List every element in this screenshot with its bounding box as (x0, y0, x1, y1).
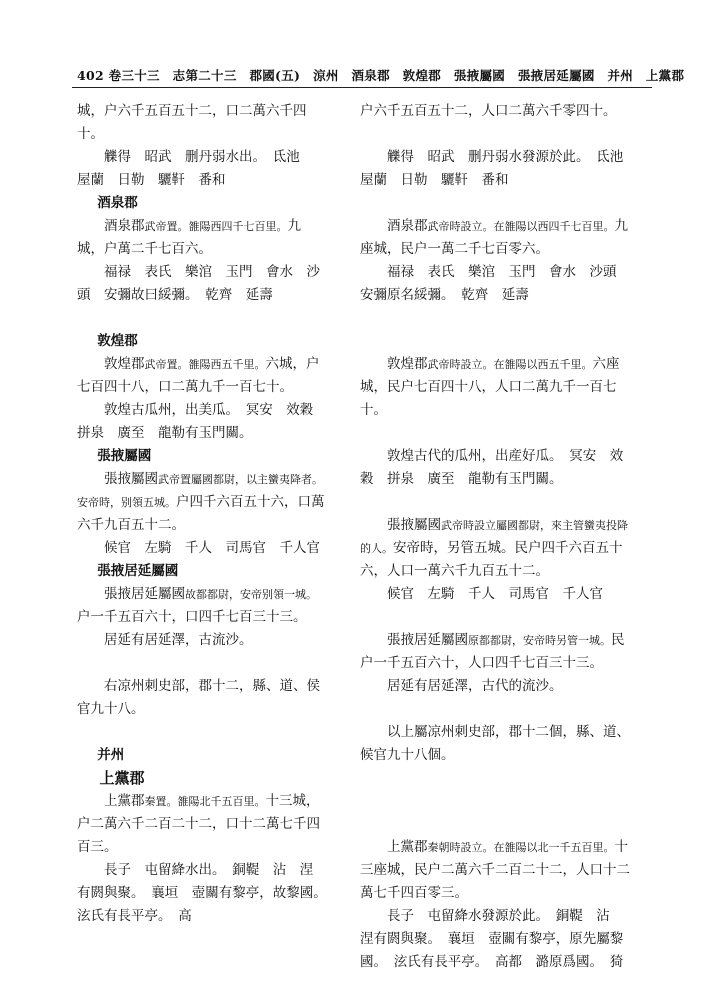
commandery-name: 張掖屬國 (387, 517, 441, 533)
commandery-note: 武帝時設立屬國都尉，來主管蠻夷投降的人。 (360, 519, 628, 555)
commandery-entry-juyan (360, 629, 630, 675)
commandery-entry-jiuquan (360, 215, 630, 261)
commandery-name: 酒泉郡 (387, 218, 428, 234)
section-heading-zhangye: 張掖屬國 (97, 448, 152, 464)
translation-column (360, 100, 637, 974)
commandery-stats: 九城，户萬二千七百六。 (77, 218, 301, 257)
section-heading-jiuquan: 酒泉郡 (97, 195, 138, 211)
commandery-name: 上黨郡 (104, 793, 145, 809)
county-list: 觻得 昭武 删丹弱水發源於此。 氐池 屋蘭 日勒 驪靬 番和 (360, 149, 637, 188)
county-list: 候官 左騎 千人 司馬官 千人官 (387, 586, 603, 602)
county-list: 長子 屯留絳水出。 銅鞮 沾 涅有閼與聚。 襄垣 壺關有黎亭，故黎國。 泫氏有長平亭。 高 (77, 862, 334, 924)
commandery-note: 武帝時設立。在雒陽以西五千里。 (427, 358, 593, 371)
commandery-name: 敦煌郡 (387, 356, 428, 372)
commandery-name: 上黨郡 (387, 839, 428, 855)
commandery-name: 張掖居延屬國 (387, 632, 468, 648)
commandery-stats: 民户一千五百六十，人口四千七百三十三。 (360, 632, 625, 671)
commandery-stats: 户一千五百六十，口四千七百三十三。 (77, 609, 307, 625)
liangzhou-population-text: 城，户六千五百五十二，口二萬六千四十。 (77, 103, 307, 142)
section-heading-shangdang: 上黨郡 (99, 769, 145, 787)
province-summary: 右凉州刺史部，郡十二，縣、道、侯官九十八。 (77, 678, 320, 717)
commandery-stats: 六座城，民户七百四十八，人口二萬九千一百七十。 (360, 356, 620, 418)
commandery-name: 敦煌郡 (104, 356, 145, 372)
county-list: 敦煌古代的瓜州，出産好瓜。 冥安 效穀 拼泉 廣至 龍勒有玉門關。 (360, 448, 624, 487)
commandery-note: 原都都尉，安帝時另管一城。 (468, 634, 611, 647)
county-list: 候官 左騎 千人 司馬官 千人官 (104, 540, 320, 556)
county-list: 長子 屯留絳水發源於此。 銅鞮 沾 涅有閼與聚。 襄垣 壺關有黎亭，原先屬黎國。 泫氏有長平亭。 高都 潞原爲國。 猗 (360, 908, 624, 970)
county-list: 居延有居延澤，古代的流沙。 (387, 678, 563, 694)
section-heading-juyan: 張掖居延屬國 (97, 563, 179, 579)
county-list: 觻得 昭武 删丹弱水出。 氐池 屋蘭 日勒 驪靬 番和 (77, 149, 314, 188)
section-heading-dunhuang: 敦煌郡 (97, 333, 138, 349)
commandery-entry-shangdang (360, 836, 630, 905)
county-list: 福禄 表氏 樂涫 玉門 會水 沙頭 安彌原名綏彌。 乾齊 延壽 (360, 264, 630, 303)
commandery-entry-dunhuang (360, 353, 630, 422)
section-heading-bingzhou: 并州 (97, 747, 125, 763)
liangzhou-population-text: 户六千五百五十二，人口二萬六千零四十。 (360, 103, 617, 119)
commandery-entry-jiuquan (77, 215, 325, 261)
commandery-stats: 十三座城，民户二萬六千二百二十二，人口十二萬七千四百零三。 (360, 839, 630, 901)
county-list: 居延有居延澤，古流沙。 (104, 632, 253, 648)
commandery-entry-juyan (77, 583, 325, 629)
commandery-note: 秦朝時設立。在雒陽以北一千五百里。 (427, 841, 615, 854)
commandery-entry-dunhuang (77, 353, 325, 399)
commandery-name: 張掖屬國 (104, 471, 158, 487)
commandery-name: 酒泉郡 (104, 218, 145, 234)
commandery-stats: 户四千六百五十六，口萬六千九百五十二。 (77, 494, 325, 533)
county-list: 福禄 表氏 樂涫 玉門 會水 沙頭 安彌故曰綏彌。 乾齊 延壽 (77, 264, 320, 303)
commandery-note: 武帝置屬國都尉，以主蠻夷降者。安帝時，别領五城。 (77, 473, 323, 509)
header-rule (72, 87, 652, 88)
commandery-stats: 十三城，户二萬六千二百二十二，口十二萬七千四百三。 (77, 793, 320, 855)
commandery-note: 武帝置。雒陽西四千七百里。 (144, 220, 288, 233)
commandery-entry-zhangye (77, 468, 325, 537)
original-text-column (77, 100, 334, 928)
commandery-stats: 六城，户七百四十八，口二萬九千一百七十。 (77, 356, 320, 395)
commandery-stats: 九座城，民户一萬二千七百零六。 (360, 218, 628, 257)
commandery-note: 故都都尉，安帝别領一城。 (185, 588, 317, 601)
county-list: 敦煌古瓜州，出美瓜。 冥安 效穀 拼泉 廣至 龍勒有玉門關。 (77, 402, 327, 441)
commandery-note: 武帝置。雒陽西五千里。 (144, 358, 266, 371)
commandery-note: 武帝時設立。在雒陽以西四千七百里。 (427, 220, 615, 233)
running-header: 402 卷三十三 志第二十三 郡國(五) 涼州 酒泉郡 敦煌郡 張掖屬國 張掖居延屬國 并州 上黨郡 (77, 68, 685, 83)
province-summary: 以上屬凉州刺史部，郡十二個，縣、道、候官九十八個。 (360, 724, 630, 763)
commandery-name: 張掖居延屬國 (104, 586, 185, 602)
commandery-stats: 安帝時，另管五城。民户四千六百五十六，人口一萬六千九百五十二。 (360, 540, 623, 579)
commandery-entry-zhangye (360, 514, 630, 583)
commandery-entry-shangdang (77, 790, 325, 859)
commandery-note: 秦置。雒陽北千五百里。 (144, 795, 266, 808)
